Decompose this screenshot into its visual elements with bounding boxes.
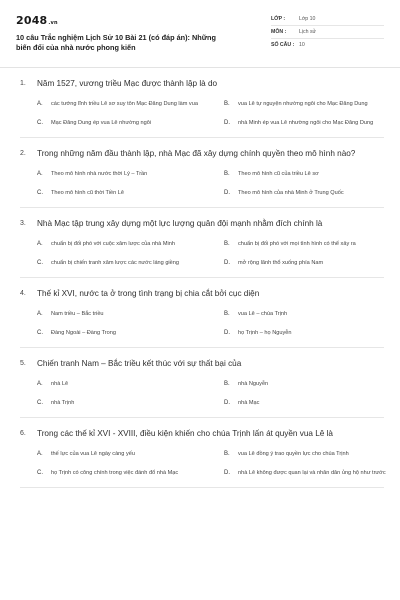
option-letter: C. — [37, 330, 43, 336]
option-letter: A. — [37, 451, 43, 457]
option-text: nhà Nguyễn — [238, 381, 269, 387]
option-text: vua Lê – chúa Trịnh — [238, 311, 288, 317]
option-b[interactable] — [224, 238, 399, 250]
question-number: 1. — [20, 80, 26, 87]
meta-value: Lịch sử — [299, 29, 317, 35]
question-3 — [20, 218, 384, 278]
question-text: Thế kỉ XVI, nước ta ở trong tình trạng bị chia cắt bởi cục diện — [37, 289, 260, 298]
option-letter: B. — [224, 311, 230, 317]
option-a[interactable] — [37, 238, 212, 250]
meta-row-class — [271, 12, 384, 25]
option-c[interactable] — [37, 117, 212, 129]
question-5 — [20, 358, 384, 418]
option-letter: B. — [224, 451, 230, 457]
meta-row-count — [271, 38, 384, 51]
option-b[interactable] — [224, 98, 399, 110]
option-text: họ Trịnh – họ Nguyễn — [238, 330, 292, 336]
options — [20, 448, 384, 479]
question-text: Trong những năm đầu thành lập, nhà Mạc đã xây dựng chính quyền theo mô hình nào? — [37, 149, 356, 158]
option-text: chuẩn bị đối phó với cuộc xâm lược của nhà Minh — [51, 241, 175, 247]
logo-text: 2048 — [16, 14, 48, 27]
option-text: chuẩn bị đối phó với mọi tình hình có thể xảy ra — [238, 241, 356, 247]
option-text: Mạc Đăng Dung ép vua Lê nhường ngôi — [51, 120, 152, 126]
question-number: 2. — [20, 150, 26, 157]
option-text: nhà Minh ép vua Lê nhường ngôi cho Mạc Đăng Dung — [238, 120, 374, 126]
option-letter: C. — [37, 400, 43, 406]
option-letter: C. — [37, 190, 43, 196]
question-number: 3. — [20, 220, 26, 227]
option-letter: B. — [224, 241, 230, 247]
option-letter: D. — [224, 330, 230, 336]
option-b[interactable] — [224, 168, 399, 180]
option-b[interactable] — [224, 378, 399, 390]
question-1 — [20, 78, 384, 138]
logo-suffix: .vn — [48, 20, 58, 26]
meta-row-subject — [271, 25, 384, 38]
question-list — [0, 68, 400, 488]
option-c[interactable] — [37, 467, 212, 479]
meta-value: Lớp 10 — [299, 15, 316, 22]
header-meta — [231, 12, 384, 61]
meta-value: 10 — [299, 42, 305, 48]
option-b[interactable] — [224, 448, 399, 460]
option-text: nhà Trịnh — [51, 400, 75, 406]
option-text: các tướng lĩnh triều Lê sơ suy tôn Mạc Đăng Dung làm vua — [51, 101, 198, 107]
option-d[interactable] — [224, 397, 399, 409]
site-logo[interactable] — [16, 14, 231, 27]
option-letter: B. — [224, 171, 230, 177]
option-letter: A. — [37, 171, 43, 177]
option-letter: D. — [224, 470, 230, 476]
option-text: mở rộng lãnh thổ xuống phía Nam — [238, 260, 324, 266]
question-4 — [20, 288, 384, 348]
option-letter: A. — [37, 381, 43, 387]
option-d[interactable] — [224, 117, 399, 129]
option-d[interactable] — [224, 327, 399, 339]
option-a[interactable] — [37, 448, 212, 460]
option-letter: D. — [224, 400, 230, 406]
question-number: 6. — [20, 430, 26, 437]
option-a[interactable] — [37, 98, 212, 110]
option-text: Theo mô hình nhà nước thời Lý – Trần — [51, 171, 148, 177]
meta-label: MÔN : — [271, 29, 287, 35]
question-text: Năm 1527, vương triều Mạc được thành lập là do — [37, 79, 218, 88]
option-d[interactable] — [224, 257, 399, 269]
option-letter: C. — [37, 120, 43, 126]
question-number: 5. — [20, 360, 26, 367]
header-left — [16, 12, 231, 61]
option-letter: C. — [37, 260, 43, 266]
question-6 — [20, 428, 384, 488]
option-letter: D. — [224, 190, 230, 196]
option-text: nhà Lê — [51, 381, 69, 387]
option-text: chuẩn bị chiến tranh xâm lược các nước láng giềng — [51, 260, 180, 266]
option-text: Nam triều – Bắc triều — [51, 311, 104, 317]
question-2 — [20, 148, 384, 208]
option-c[interactable] — [37, 257, 212, 269]
option-letter: A. — [37, 311, 43, 317]
options — [20, 378, 384, 409]
option-letter: B. — [224, 101, 230, 107]
option-letter: C. — [37, 470, 43, 476]
question-text: Trong các thế kỉ XVI - XVIII, điều kiện khiến cho chúa Trịnh lấn át quyền vua Lê là — [37, 429, 333, 438]
question-number: 4. — [20, 290, 26, 297]
option-c[interactable] — [37, 187, 212, 199]
option-text: Đàng Ngoài – Đàng Trong — [51, 330, 116, 336]
option-text: vua Lê tự nguyện nhường ngôi cho Mạc Đăng Dung — [238, 101, 368, 107]
option-text: Theo mô hình của nhà Minh ở Trung Quốc — [238, 190, 344, 196]
option-c[interactable] — [37, 327, 212, 339]
meta-label: LỚP : — [271, 15, 286, 22]
option-c[interactable] — [37, 397, 212, 409]
options — [20, 168, 384, 199]
options — [20, 238, 384, 269]
option-d[interactable] — [224, 187, 399, 199]
option-a[interactable] — [37, 168, 212, 180]
option-text: Theo mô hình cũ thời Tiền Lê — [51, 190, 125, 196]
option-text: Theo mô hình cũ của triều Lê sơ — [238, 171, 319, 177]
option-text: họ Trịnh có công chính trong việc đánh đổ nhà Mạc — [51, 470, 179, 476]
option-text: thế lực của vua Lê ngày càng yếu — [51, 451, 135, 457]
options — [20, 308, 384, 339]
option-letter: A. — [37, 241, 43, 247]
options — [20, 98, 384, 129]
option-a[interactable] — [37, 308, 212, 320]
question-text: Chiến tranh Nam – Bắc triều kết thúc với sự thất bại của — [37, 359, 242, 368]
meta-label: SỐ CÂU : — [271, 42, 295, 48]
option-text: nhà Mạc — [238, 400, 260, 406]
option-b[interactable] — [224, 308, 399, 320]
header — [0, 0, 400, 68]
option-text: nhà Lê không được quan lại và nhân dân ủng hộ như trước — [238, 470, 386, 476]
option-d[interactable] — [224, 467, 399, 479]
question-text: Nhà Mạc tập trung xây dựng một lực lượng quân đội mạnh nhằm đích chính là — [37, 219, 323, 228]
option-letter: B. — [224, 381, 230, 387]
option-letter: D. — [224, 260, 230, 266]
option-letter: A. — [37, 101, 43, 107]
document-title: 10 câu Trắc nghiệm Lịch Sử 10 Bài 21 (có đáp án): Những biến đổi của nhà nước phong kiến — [16, 33, 216, 52]
option-letter: D. — [224, 120, 230, 126]
option-text: vua Lê đồng ý trao quyền lực cho chúa Trịnh — [238, 451, 349, 457]
option-a[interactable] — [37, 378, 212, 390]
